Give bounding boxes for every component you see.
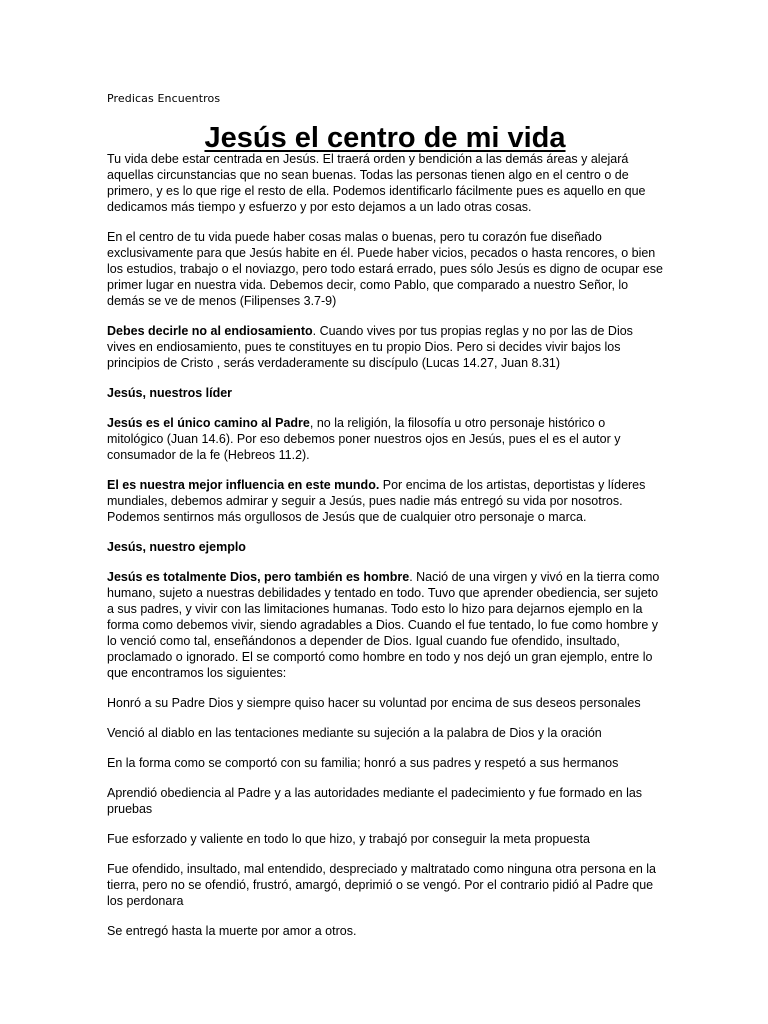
list-item: Venció al diablo en las tentaciones mediante su sujeción a la palabra de Dios y la oración [107,726,602,740]
paragraph [107,477,663,525]
paragraph [107,415,663,463]
paragraph-lead: Jesús es el único camino al Padre [107,416,310,430]
paragraph-lead: Jesús es totalmente Dios [107,570,258,584]
paragraph-text: . Cuando vives por tus propias reglas y no por las de Dios vives en endiosamiento, pues te constituyes en tu propio Dios. Pero si decides vivir bajos los principios de Cristo , serás verdaderamente su discípulo (Lucas 14.27, Juan 8.31) [107,324,633,370]
list-item: En la forma como se comportó con su familia; honró a sus padres y respetó a sus hermanos [107,756,619,770]
list-item: Honró a su Padre Dios y siempre quiso hacer su voluntad por encima de sus deseos personales [107,696,641,710]
list-item: Se entregó hasta la muerte por amor a otros. [107,924,357,938]
paragraph-text: Por encima de los artistas, deportistas y líderes mundiales, debemos admirar y seguir a Jesús, pues nadie más entregó su vida por nosotros. Podemos sentirnos más orgullosos de Jesús que de cualquier otro personaje o marca. [107,478,646,524]
list-item: Fue esforzado y valiente en todo lo que hizo, y trabajó por conseguir la meta propuesta [107,832,590,846]
paragraph-lead-continued: , pero también es hombre [257,570,410,584]
paragraph-text: En el centro de tu vida puede haber cosas malas o buenas, pero tu corazón fue diseñado exclusivamente para que Jesús habite en él. Puede haber vicios, pecados o hasta rencores, o bien los estudios, trabajo o el noviazgo, pero todo estará errado, pues sólo Jesús es digno de ocupar ese primer lugar en nuestra vida. Debemos decir, como Pablo, que comparado a nuestro Señor, lo demás se ve de menos (Filipenses 3.7-9) [107,230,663,308]
paragraph [107,569,663,681]
document-title: Jesús el centro de mi vida [204,122,566,154]
list-item: Fue ofendido, insultado, mal entendido, despreciado y maltratado como ninguna otra persona en la tierra, pero no se ofendió, frustró, amargó, deprimió o se vengó. Por el contrario pidió al Padre que los perdonara [107,862,656,908]
list-item: Aprendió obediencia al Padre y a las autoridades mediante el padecimiento y fue formado en las pruebas [107,786,643,816]
paragraph-lead: El es nuestra mejor influencia en este mundo. [107,478,380,492]
paragraph-text: Tu vida debe estar centrada en Jesús. El traerá orden y bendición a las demás áreas y alejará aquellas circunstancias que no sean buenas. Todas las personas tienen algo en el centro o de primero, y es lo que rige el resto de ella. Podemos identificarlo fácilmente pues es aquello en que dedicamos más tiempo y esfuerzo y por esto dejamos a un lado otras cosas. [107,152,646,214]
paragraph-text: , no la religión, la filosofía u otro personaje histórico o mitológico (Juan 14.6). Por eso debemos poner nuestros ojos en Jesús, pues el es el autor y consumador de la fe (Hebreos 11.2). [107,416,621,462]
section-heading-leader: Jesús, nuestros líder [107,386,233,400]
paragraph [107,323,663,371]
paragraph-lead: Debes decirle no al endiosamiento [107,324,313,338]
document-header: Predicas Encuentros [107,92,221,105]
section-heading-example: Jesús, nuestro ejemplo [107,540,246,554]
paragraph [107,229,663,309]
document-body [107,151,663,953]
paragraph-text: . Nació de una virgen y vivó en la tierra como humano, sujeto a nuestras debilidades y tentado en todo. Tuvo que aprender obediencia, ser sujeto a sus padres, y vivir con las limitaciones humanas. Todo esto lo hizo para dejarnos ejemplo en la forma como debemos vivir, siendo agradables a Dios. Cuando el fue tentado, lo fue como hombre y lo venció como tal, enseñándonos a depender de Dios. Igual cuando fue ofendido, insultado, proclamado o ignorado. El se comportó como hombre en todo y nos dejó un gran ejemplo, entre lo que encontramos los siguientes: [107,570,660,680]
paragraph [107,151,663,215]
